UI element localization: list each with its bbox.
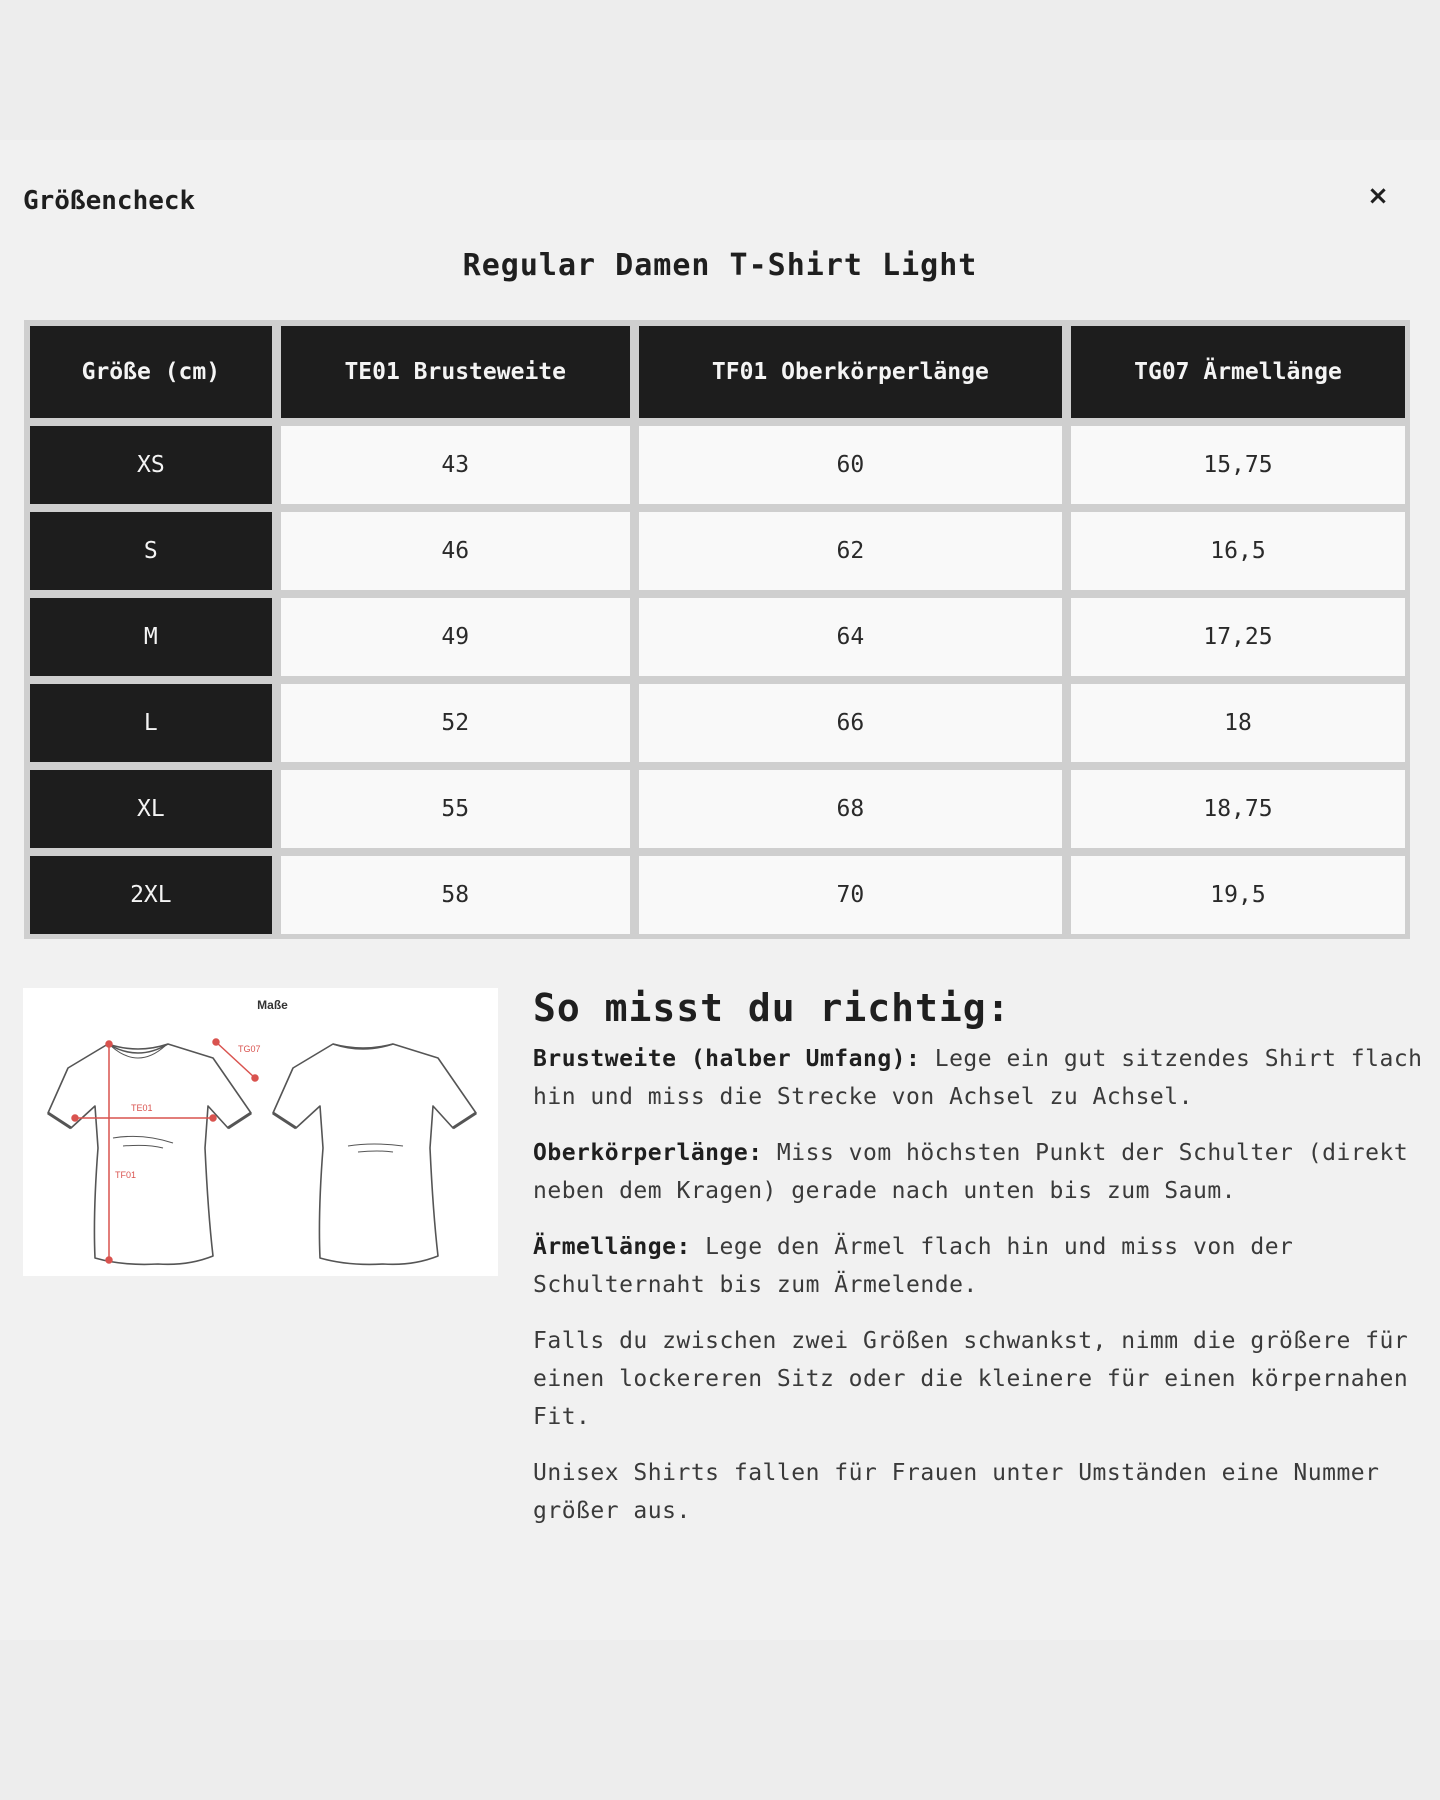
chest-value: 55 bbox=[281, 770, 630, 848]
guide-length-paragraph bbox=[533, 1134, 1423, 1210]
size-check-modal bbox=[0, 140, 1440, 1640]
length-value: 70 bbox=[639, 856, 1062, 934]
table-row bbox=[30, 770, 1405, 848]
size-table bbox=[21, 318, 1414, 942]
sleeve-value: 19,5 bbox=[1071, 856, 1405, 934]
sleeve-value: 15,75 bbox=[1071, 426, 1405, 504]
size-table-container bbox=[24, 320, 1410, 939]
guide-sleeve-text: Lege den Ärmel flach hin und miss von der Schulternaht bis zum Ärmelende. bbox=[533, 1233, 1294, 1298]
guide-length-text: Miss vom höchsten Punkt der Schulter (direkt neben dem Kragen) gerade nach unten bis zum Saum. bbox=[533, 1139, 1409, 1204]
header-sleeve-length: TG07 Ärmellänge bbox=[1071, 326, 1405, 418]
close-button[interactable]: × bbox=[1362, 180, 1394, 212]
chest-value: 43 bbox=[281, 426, 630, 504]
diagram-caption: Maße bbox=[257, 998, 288, 1012]
table-row bbox=[30, 684, 1405, 762]
guide-chest-term: Brustweite (halber Umfang): bbox=[533, 1045, 921, 1072]
sleeve-value: 18 bbox=[1071, 684, 1405, 762]
chest-value: 58 bbox=[281, 856, 630, 934]
sleeve-value: 17,25 bbox=[1071, 598, 1405, 676]
length-value: 62 bbox=[639, 512, 1062, 590]
tshirt-measurement-diagram bbox=[23, 988, 498, 1276]
size-label: 2XL bbox=[30, 856, 272, 934]
length-value: 68 bbox=[639, 770, 1062, 848]
header-body-length: TF01 Oberkörperlänge bbox=[639, 326, 1062, 418]
product-title: Regular Damen T-Shirt Light bbox=[462, 248, 978, 283]
length-measure-label: TF01 bbox=[115, 1170, 137, 1180]
guide-length-term: Oberkörperlänge: bbox=[533, 1139, 763, 1166]
guide-chest-paragraph bbox=[533, 1040, 1423, 1116]
header-chest-width: TE01 Brusteweite bbox=[281, 326, 630, 418]
length-value: 60 bbox=[639, 426, 1062, 504]
guide-heading: So misst du richtig: bbox=[533, 986, 1011, 1030]
tshirt-illustration bbox=[23, 988, 498, 1276]
table-row bbox=[30, 426, 1405, 504]
chest-value: 46 bbox=[281, 512, 630, 590]
guide-sleeve-paragraph bbox=[533, 1228, 1423, 1304]
size-label: S bbox=[30, 512, 272, 590]
tshirt-back-icon bbox=[273, 1044, 476, 1264]
length-value: 66 bbox=[639, 684, 1062, 762]
header-size: Größe (cm) bbox=[30, 326, 272, 418]
modal-title: Größencheck bbox=[23, 186, 196, 216]
guide-tip-unisex: Unisex Shirts fallen für Frauen unter Umständen eine Nummer größer aus. bbox=[533, 1459, 1380, 1524]
chest-value: 52 bbox=[281, 684, 630, 762]
size-label: XS bbox=[30, 426, 272, 504]
sleeve-value: 16,5 bbox=[1071, 512, 1405, 590]
chest-measure-label: TE01 bbox=[131, 1103, 153, 1113]
guide-chest-text: Lege ein gut sitzendes Shirt flach hin und miss die Strecke von Achsel zu Achsel. bbox=[533, 1045, 1423, 1110]
size-label: M bbox=[30, 598, 272, 676]
measuring-guide bbox=[533, 986, 1423, 1548]
guide-tip-between-sizes: Falls du zwischen zwei Größen schwankst, nimm die größere für einen lockereren Sitz oder die kleinere für einen körpernahen Fit. bbox=[533, 1327, 1409, 1430]
chest-value: 49 bbox=[281, 598, 630, 676]
table-row bbox=[30, 856, 1405, 934]
size-label: L bbox=[30, 684, 272, 762]
length-value: 64 bbox=[639, 598, 1062, 676]
tshirt-front-icon bbox=[48, 1044, 251, 1264]
guide-sleeve-term: Ärmellänge: bbox=[533, 1233, 691, 1260]
table-header-row bbox=[30, 326, 1405, 418]
table-row bbox=[30, 512, 1405, 590]
sleeve-value: 18,75 bbox=[1071, 770, 1405, 848]
sleeve-measure-label: TG07 bbox=[238, 1044, 261, 1054]
size-label: XL bbox=[30, 770, 272, 848]
table-row bbox=[30, 598, 1405, 676]
